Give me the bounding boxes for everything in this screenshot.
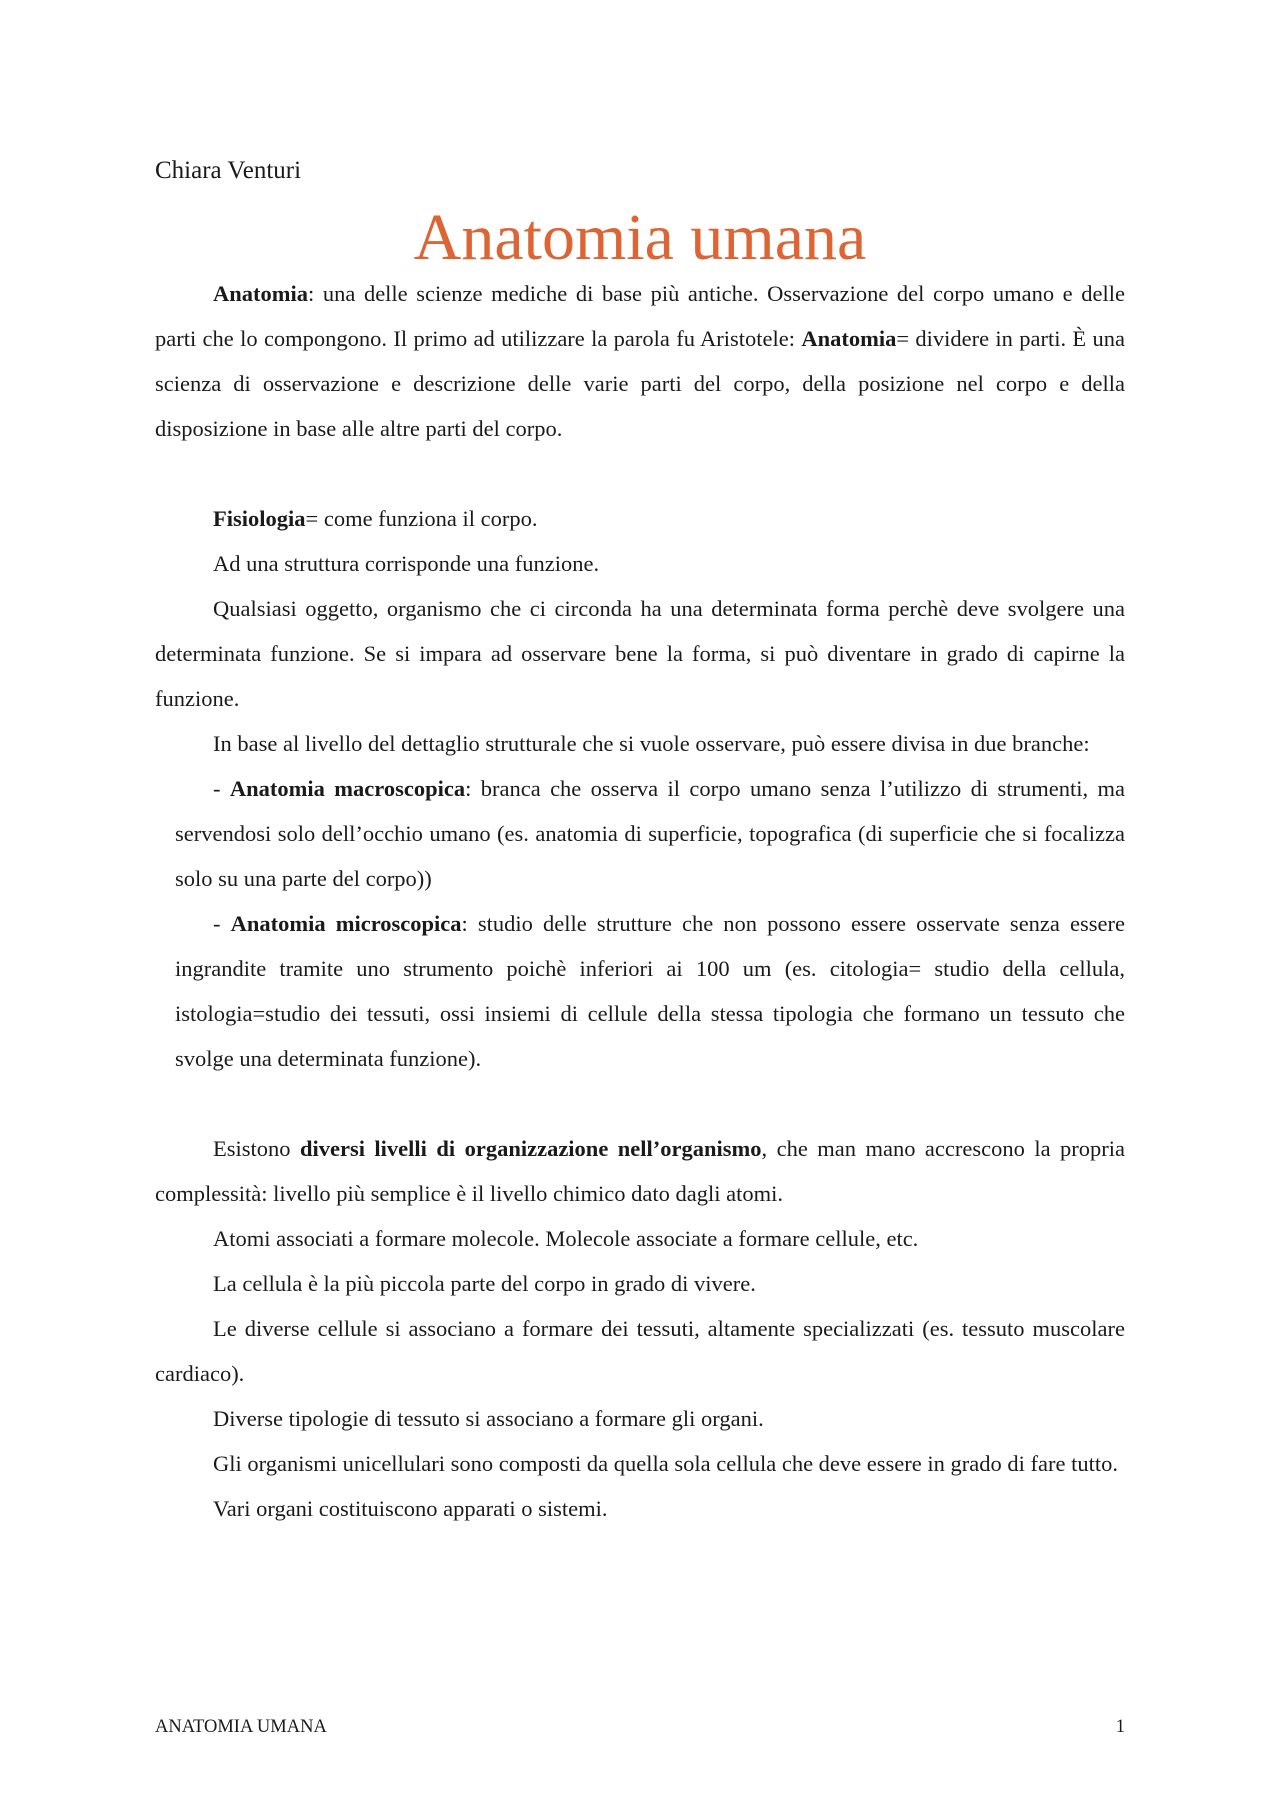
document-body xyxy=(155,271,1125,1531)
paragraph-atomi-molecole: Atomi associati a formare molecole. Molecole associate a formare cellule, etc. xyxy=(213,1226,919,1251)
paragraph-forma-funzione: Qualsiasi oggetto, organismo che ci circonda ha una determinata forma perchè deve svolgere una determinata funzione. Se si impara ad osservare bene la forma, si può diventare in grado di capirne la funzione. xyxy=(155,596,1125,711)
paragraph-tessuti: Le diverse cellule si associano a formare dei tessuti, altamente specializzati (es. tessuto muscolare cardiaco). xyxy=(155,1316,1125,1386)
paragraph-fisiologia xyxy=(155,496,1125,541)
list-item-microscopica xyxy=(175,901,1125,1081)
paragraph-text: = dividere in parti. È una scienza di osservazione e descrizione delle varie parti del corpo, della posizione nel corpo e della disposizione in base alle altre parti del corpo. xyxy=(155,326,1125,441)
page-number: 1 xyxy=(1115,1717,1125,1737)
term-anatomia-microscopica: Anatomia microscopica xyxy=(230,911,462,936)
paragraph-livelli-organizzazione xyxy=(155,1126,1125,1216)
paragraph-unicellulari: Gli organismi unicellulari sono composti da quella sola cellula che deve essere in grado di fare tutto. xyxy=(213,1451,1118,1476)
term-livelli-organizzazione: diversi livelli di organizzazione nell’organismo xyxy=(299,1136,762,1161)
list-item-text: : studio delle strutture che non possono essere osservate senza essere ingrandite tramite uno strumento poichè inferiori ai 100 um (es. citologia= studio della cellula, istologia=studio dei tessuti, ossi insiemi di cellule della stessa tipologia che formano un tessuto che svolge una determinata funzione). xyxy=(175,911,1125,1071)
paragraph-text: = come funziona il corpo. xyxy=(305,506,538,531)
paragraph-text: : una delle scienze mediche di base più antiche. Osservazione del corpo umano e delle parti che lo compongono. Il primo ad utilizzare la parola fu Aristotele: xyxy=(155,281,1125,351)
paragraph-branche-intro: In base al livello del dettaglio strutturale che si vuole osservare, può essere divisa in due branche: xyxy=(213,731,1090,756)
paragraph-text: , che man mano accrescono la propria complessità: livello più semplice è il livello chimico dato dagli atomi. xyxy=(155,1136,1125,1206)
list-dash: - xyxy=(213,776,230,801)
paragraph-anatomia-definition xyxy=(155,271,1125,451)
list-item-text: : branca che osserva il corpo umano senza l’utilizzo di strumenti, ma servendosi solo dell’occhio umano (es. anatomia di superficie, topografica (di superficie che si focalizza solo su una parte del corpo)) xyxy=(175,776,1126,891)
term-anatomia-2: Anatomia xyxy=(801,326,897,351)
paragraph-text: Esistono xyxy=(213,1136,300,1161)
document-title: Anatomia umana xyxy=(413,201,867,274)
list-dash: - xyxy=(213,911,231,936)
term-fisiologia: Fisiologia xyxy=(213,506,306,531)
paragraph-apparati: Vari organi costituiscono apparati o sistemi. xyxy=(213,1496,608,1521)
paragraph-struttura-funzione: Ad una struttura corrisponde una funzione. xyxy=(213,551,600,576)
list-item-macroscopica xyxy=(175,766,1125,901)
term-anatomia-macroscopica: Anatomia macroscopica xyxy=(229,776,466,801)
paragraph-organi: Diverse tipologie di tessuto si associano a formare gli organi. xyxy=(213,1406,764,1431)
paragraph-cellula: La cellula è la più piccola parte del corpo in grado di vivere. xyxy=(213,1271,756,1296)
paragraph-spacer xyxy=(155,1081,1125,1126)
paragraph-spacer xyxy=(155,451,1125,496)
term-anatomia: Anatomia xyxy=(213,281,308,306)
footer-running-title: ANATOMIA UMANA xyxy=(155,1717,327,1737)
author-name: Chiara Venturi xyxy=(155,157,302,184)
